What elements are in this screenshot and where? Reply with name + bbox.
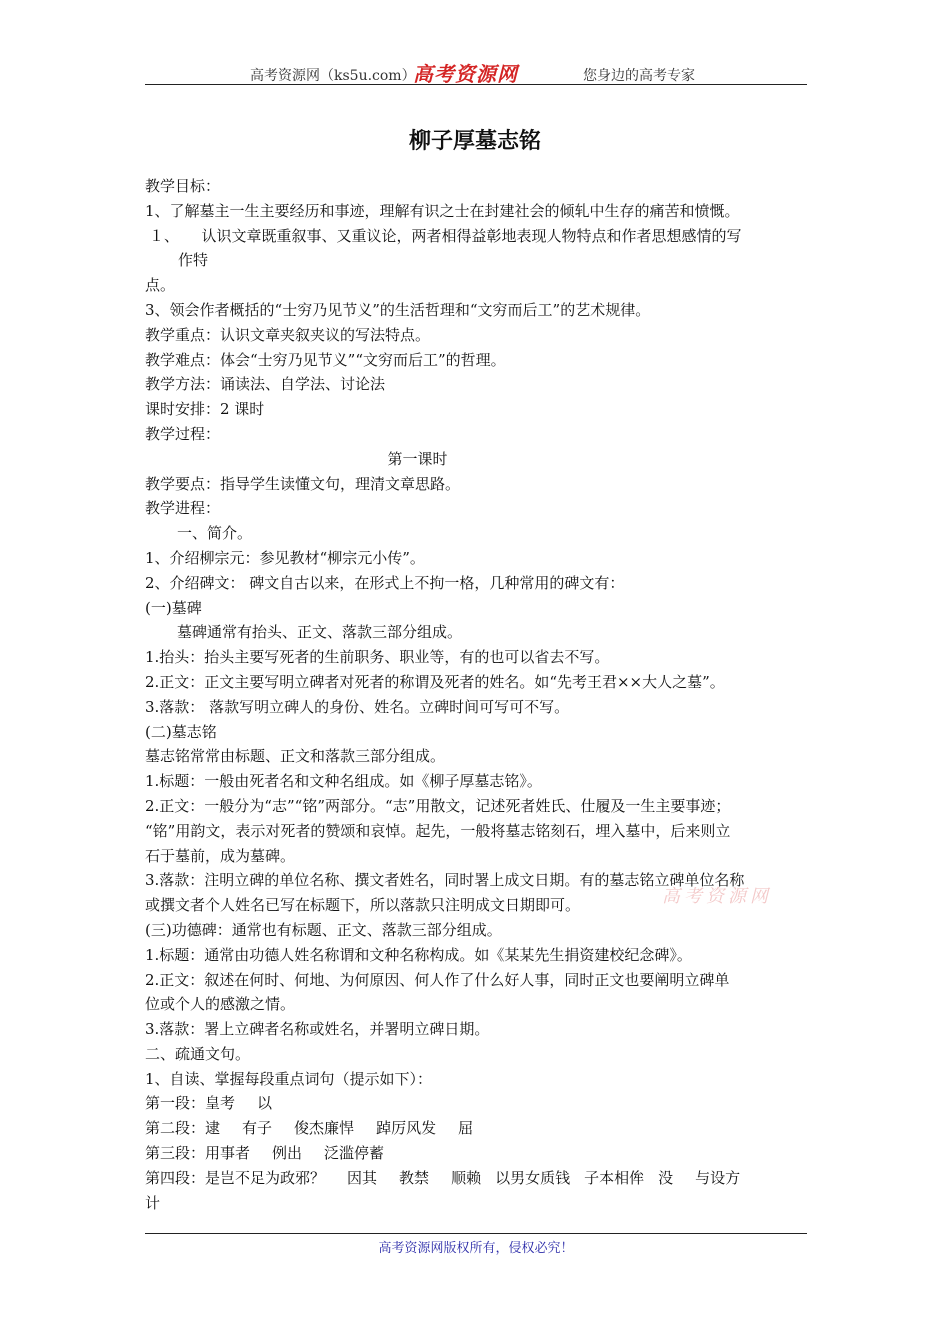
text-line: １、 认识文章既重叙事、又重议论，两者相得益彰地表现人物特点和作者思想感情的写 xyxy=(149,226,742,245)
document-body xyxy=(145,174,810,1215)
text-line: 1、了解墓主一生主要经历和事迹，理解有识之士在封建社会的倾轧中生存的痛苦和愤慨。 xyxy=(145,201,740,220)
vocab-term: 以 xyxy=(257,1094,273,1113)
text-line: 1.抬头：抬头主要写死者的生前职务、职业等，有的也可以省去不写。 xyxy=(145,648,610,667)
vocab-term: 顺赖 xyxy=(451,1168,482,1187)
text-line: 1、介绍柳宗元：参见教材“柳宗元小传”。 xyxy=(145,548,425,567)
vocab-line-p2 xyxy=(145,1116,810,1141)
vocab-term: 没 xyxy=(658,1168,674,1187)
page-footer: 高考资源网版权所有，侵权必究！ xyxy=(145,1233,807,1263)
vocab-term: 与设方 xyxy=(695,1168,741,1187)
section-heading: 第一课时 xyxy=(387,449,448,468)
text-line: 教学目标： xyxy=(145,177,221,195)
vocab-label: 第一段： xyxy=(145,1094,206,1113)
vocab-label: 第三段： xyxy=(145,1144,206,1163)
vocab-line-p3 xyxy=(145,1141,810,1166)
text-line: 作特 xyxy=(178,251,209,270)
text-line: 教学要点：指导学生读懂文句，理清文章思路。 xyxy=(145,474,461,493)
vocab-term: 以男女质钱 xyxy=(495,1168,571,1187)
vocab-term: 俊杰廉悍 xyxy=(294,1119,355,1138)
document-title: 柳子厚墓志铭 xyxy=(408,129,541,154)
vocab-term: 子本相侔 xyxy=(584,1168,645,1187)
text-line: 石于墓前，成为墓碑。 xyxy=(145,846,296,865)
text-line: 点。 xyxy=(145,276,176,295)
vocab-term: 泛滥停蓄 xyxy=(324,1144,385,1163)
text-line: 2、介绍碑文： 碑文自古以来，在形式上不拘一格，几种常用的碑文有： xyxy=(145,573,625,592)
text-line: 位或个人的感激之情。 xyxy=(145,995,296,1014)
text-line: (二)墓志铭 xyxy=(145,722,217,741)
text-line: 教学方法：诵读法、自学法、讨论法 xyxy=(145,375,386,394)
vocab-term: 屈 xyxy=(458,1119,474,1138)
text-line: 教学重点：认识文章夹叙夹议的写法特点。 xyxy=(145,325,431,344)
vocab-term: 皇考 xyxy=(205,1094,236,1113)
vocab-term: 教禁 xyxy=(399,1168,430,1187)
watermark: 高考资源网 xyxy=(662,886,772,907)
vocab-term: 因其 xyxy=(347,1168,378,1187)
vocab-line-p1 xyxy=(145,1091,810,1116)
text-line: 2.正文：正文主要写明立碑者对死者的称谓及死者的姓名。如“先考王君××大人之墓”。 xyxy=(145,672,725,691)
text-line: 1、自读、掌握每段重点词句（提示如下）： xyxy=(145,1069,433,1088)
header-slogan: 您身边的高考专家 xyxy=(583,68,695,84)
text-line: 教学过程： xyxy=(145,424,221,443)
text-line: 3.落款：署上立碑者名称或姓名，并署明立碑日期。 xyxy=(145,1020,490,1039)
vocab-term: 用事者 xyxy=(205,1144,251,1163)
vocab-label: 第四段： xyxy=(145,1168,206,1187)
vocab-term: 踔厉风发 xyxy=(376,1119,437,1138)
vocab-term: 例出 xyxy=(272,1144,303,1163)
vocab-line-p4 xyxy=(145,1166,810,1191)
text-line: 教学进程： xyxy=(145,499,221,518)
vocab-term: 逮 xyxy=(205,1119,221,1138)
text-line: 二、疏通文句。 xyxy=(145,1044,251,1063)
text-line: 1.标题：通常由功德人姓名称谓和文种名称构成。如《某某先生捐资建校纪念碑》。 xyxy=(145,945,692,964)
text-line: 3、领会作者概括的“士穷乃见节义”的生活哲理和“文穷而后工”的艺术规律。 xyxy=(145,300,651,319)
header-site-text: 高考资源网（ks5u.com） xyxy=(250,68,416,84)
text-line: (一)墓碑 xyxy=(145,598,202,617)
text-line: 计 xyxy=(145,1193,161,1212)
text-line: 课时安排：2 课时 xyxy=(145,400,265,419)
text-line: 或撰文者个人姓名已写在标题下，所以落款只注明成文日期即可。 xyxy=(145,896,581,915)
text-line: 一、简介。 xyxy=(177,524,253,543)
vocab-term: 是岂不足为政邪？ xyxy=(205,1168,326,1187)
text-line: 3.落款： 落款写明立碑人的身份、姓名。立碑时间可写可不写。 xyxy=(145,697,570,716)
text-line: “铭”用韵文，表示对死者的赞颂和哀悼。起先，一般将墓志铭刻石，埋入墓中，后来则立 xyxy=(145,821,731,840)
text-line: 2.正文：叙述在何时、何地、为何原因、何人作了什么好人事，同时正文也要阐明立碑单 xyxy=(145,970,730,989)
text-line: 墓碑通常有抬头、正文、落款三部分组成。 xyxy=(177,623,463,642)
site-logo: 高考资源网 xyxy=(413,62,518,86)
text-line: 教学难点：体会“士穷乃见节义”“文穷而后工”的哲理。 xyxy=(145,350,506,369)
vocab-term: 有子 xyxy=(242,1119,273,1138)
text-line: 2.正文：一般分为“志”“铭”两部分。“志”用散文，记述死者姓氏、仕履及一生主要事迹； xyxy=(145,796,731,815)
vocab-label: 第二段： xyxy=(145,1119,206,1138)
text-line: (三)功德碑：通常也有标题、正文、落款三部分组成。 xyxy=(145,920,502,939)
text-line: 墓志铭常常由标题、正文和落款三部分组成。 xyxy=(145,747,446,766)
text-line: 1.标题：一般由死者名和文种名组成。如《柳子厚墓志铭》。 xyxy=(145,772,542,791)
text-line: 3.落款：注明立碑的单位名称、撰文者姓名，同时署上成文日期。有的墓志铭立碑单位名称 xyxy=(145,871,745,890)
page-header xyxy=(145,58,807,85)
